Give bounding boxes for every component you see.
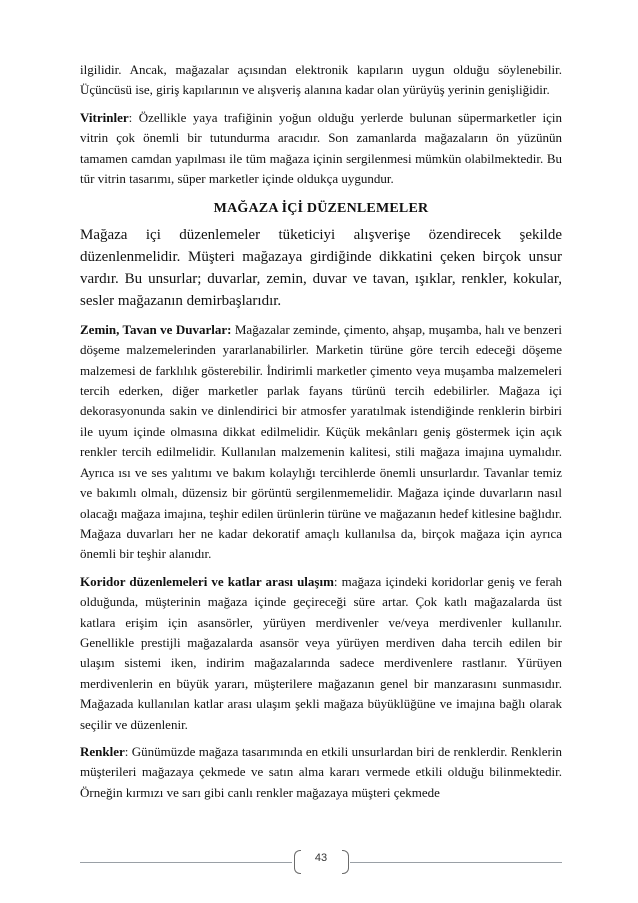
section-heading: MAĞAZA İÇİ DÜZENLEMELER [213,201,429,217]
paragraph-label: Vitrinler [80,109,129,125]
page-footer [80,850,562,874]
paragraph-vitrinler [80,108,562,190]
paragraph-label: Zemin, Tavan ve Duvarlar: [80,321,232,337]
footer-rule-right [350,862,562,863]
paragraph-text: : mağaza içindeki koridorlar geniş ve ferah olduğunda, müşterinin mağaza içinde geçireceği süre artar. Çok katlı mağazalarda üst katlara erişim için asansörler, yürüyen merdivenler ve/veya merdivenler kullanılır. Genellikle prestijli mağazalarda asansör veya yürüyen merdiven daha tercih edilen bir ulaşım sistemi iken, indirim mağazalarında sadece merdivenlere rastlanır. Yürüyen merdivenlerin en büyük yararı, müşterilere mağazanın genel bir manzarasını sunmasıdır. Mağazada kullanılan katlar arası ulaşım şekli mağaza büyüklüğüne ve imajına bağlı olarak seçilir ve düzenlenir. [80,573,562,732]
section-intro [80,224,562,312]
footer-bracket-right [342,850,349,874]
intro-text: Mağaza içi düzenlemeler tüketiciyi alışverişe özendirecek şekilde düzenlenmelidir. Müşteri mağazaya girdiğinde dikkatini çeken birçok unsur vardır. Bu unsurlar; duvarlar, zemin, duvar ve tavan, ışıklar, renkler, kokular, sesler mağazanın demirbaşlarıdır. [80,226,562,309]
paragraph-label: Koridor düzenlemeleri ve katlar arası ulaşım [80,573,334,589]
paragraph-text: : Günümüzde mağaza tasarımında en etkili unsurlardan biri de renklerdir. Renklerin müşterileri mağazaya çekmede ve satın alma kararı vermede etkili olduğu bilinmektedir. Örneğin kırmızı ve sarı gibi canlı renkler mağazaya müşteri çekmede [80,743,562,800]
page-number: 43 [314,852,328,864]
footer-rule-left [80,862,292,863]
paragraph-entrance [80,60,562,101]
paragraph-text: ilgilidir. Ancak, mağazalar açısından elektronik kapıların uygun olduğu söylenebilir. Üçüncüsü ise, giriş kapılarının ve alışveriş alanına kadar olan yürüyüş yerinin genişliğidir. [80,62,562,98]
paragraph-renkler [80,742,562,803]
paragraph-text: Mağazalar zeminde, çimento, ahşap, muşamba, halı ve benzeri döşeme malzemelerinden yararlanabilirler. Marketin türüne göre tercih edeceği döşeme malzemesi de farklılık gösterebilir. İndirimli marketler çimento veya muşamba malzemeleri tercih ederken, diğer marketler parlak fayans türünü tercih edebilirler. Mağaza içi dekorasyonunda sakin ve dinlendirici bir atmosfer yaratılmak istendiğinde renklerin birbiri ile uyum içinde olmasına dikkat edilmelidir. Küçük mekânları geniş göstermek için açık renkler tercih edilmelidir. Kullanılan malzemenin kalitesi, stili mağaza imajına uymalıdır. Ayrıca ısı ve ses yalıtımı ve bakım kolaylığı tercihlerde önemli unsurlardır. Tavanlar temiz ve bakımlı olmalı, düzensiz bir görüntü sergilenmemelidir. Mağaza içinde duvarların nasıl olacağı mağaza imajına, teşhir edilen ürünlerin türüne ve mağazanın hedef kitlesine bağlıdır. Mağaza duvarları her ne kadar dekoratif amaçlı kullanılsa da, birçok mağaza için ayrıca önemli bir teşhir alanıdır. [80,321,562,562]
paragraph-zemin [80,320,562,565]
document-page [80,60,562,810]
paragraph-koridor [80,572,562,735]
paragraph-text: : Özellikle yaya trafiğinin yoğun olduğu yerlerde bulunan süpermarketler için vitrin çok önemli bir tutundurma aracıdır. Son zamanlarda mağazaların ön yüzünün tamamen camdan yapılması ile tüm mağaza içinin sergilenmesi mümkün olabilmektedir. Bu tür vitrin tasarımı, süper marketler içinde oldukça uygundur. [80,109,562,187]
footer-bracket-left [294,850,301,874]
paragraph-label: Renkler [80,743,125,759]
